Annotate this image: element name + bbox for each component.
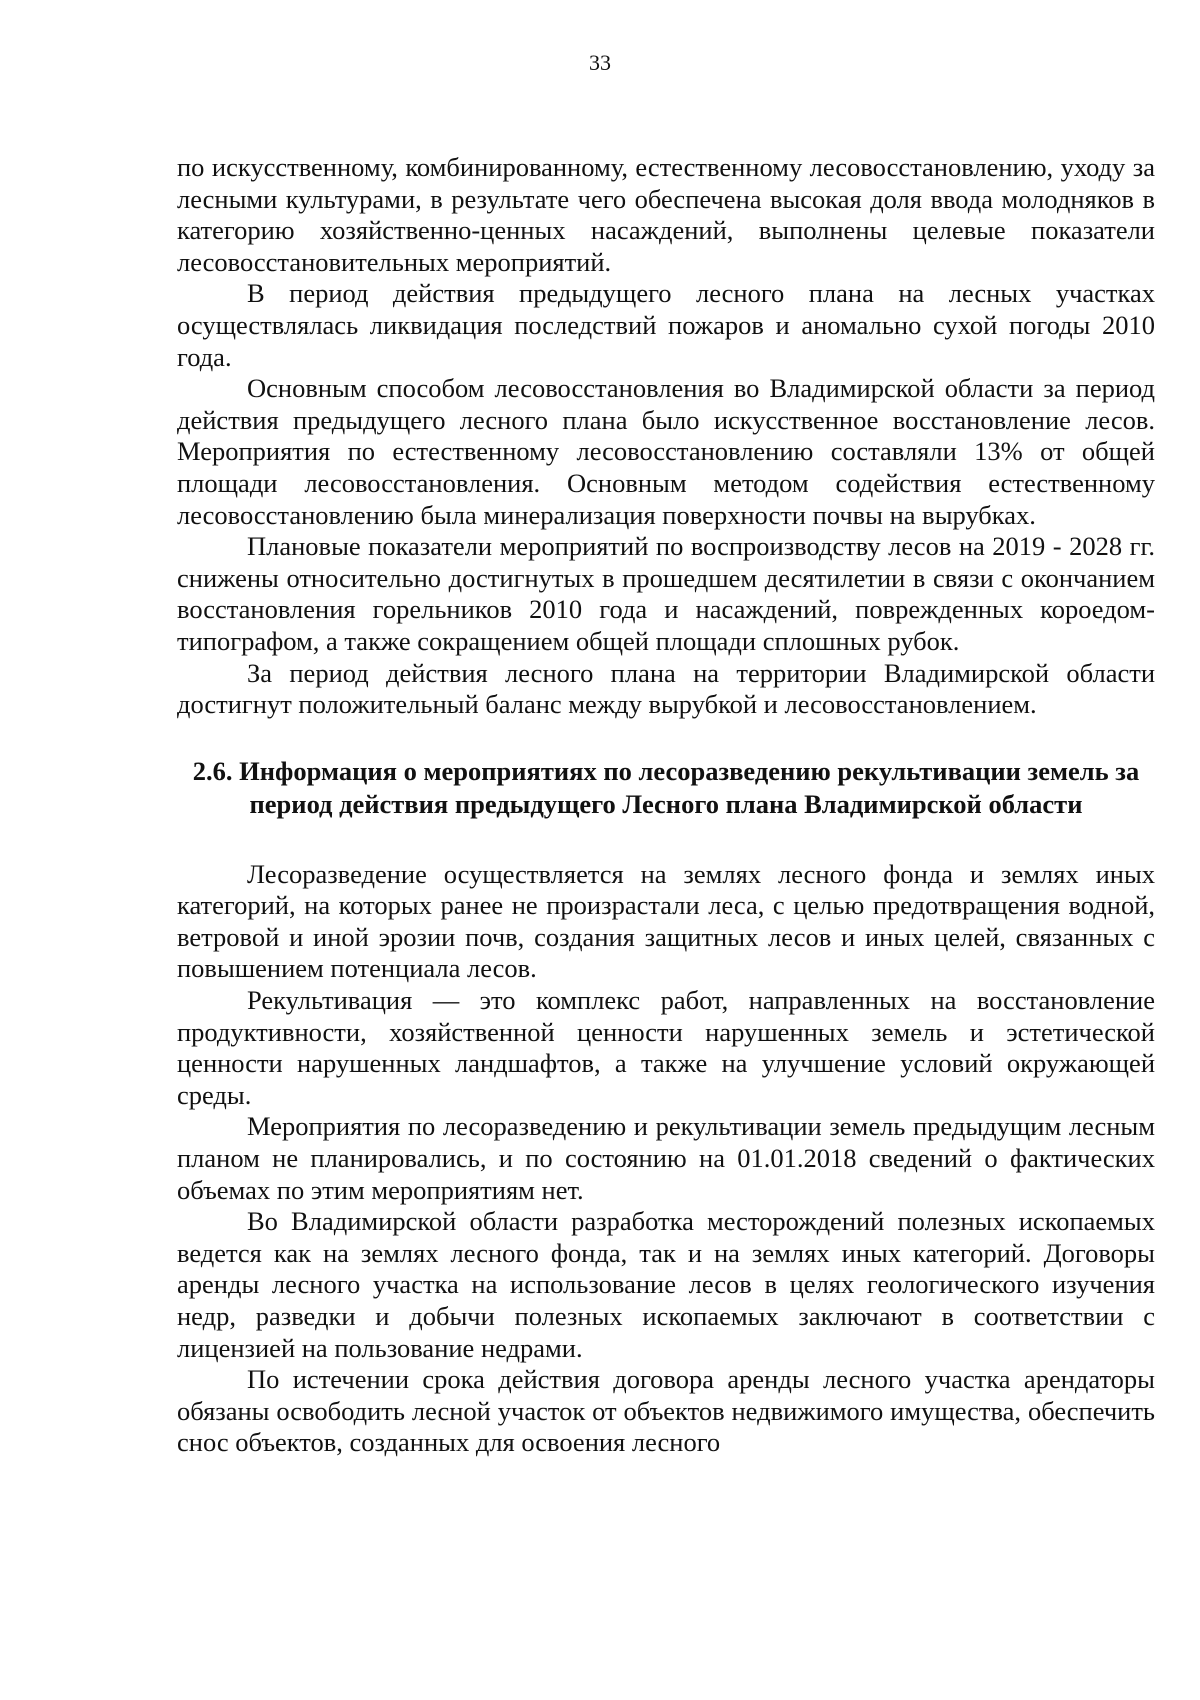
paragraph-planned-indicators: Плановые показатели мероприятий по воспроизводству лесов на 2019 - 2028 гг. снижены относительно достигнутых в прошедшем десятилетии в связи с окончанием восстановления горельников 2010 года и насаждений, поврежденных короедом-типографом, а также сокращением общей площади сплошных рубок. (177, 531, 1155, 656)
page-body (177, 152, 1155, 1459)
paragraph-fire-aftermath: В период действия предыдущего лесного плана на лесных участках осуществлялась ликвидация последствий пожаров и аномально сухой погоды 2010 года. (177, 278, 1155, 372)
paragraph-balance: За период действия лесного плана на территории Владимирской области достигнут положительный баланс между вырубкой и лесовосстановлением. (177, 657, 1155, 720)
paragraph-lease-expiry: По истечении срока действия договора аренды лесного участка арендаторы обязаны освободить лесной участок от объектов недвижимого имущества, обеспечить снос объектов, созданных для освоения лесного (177, 1364, 1155, 1458)
page-number: 33 (589, 50, 611, 75)
section-heading: 2.6. Информация о мероприятиях по лесоразведению рекультивации земель за период действия предыдущего Лесного плана Владимирской области (192, 755, 1140, 819)
paragraph-recultivation: Рекультивация — это комплекс работ, направленных на восстановление продуктивности, хозяйственной ценности нарушенных земель и эстетической ценности нарушенных ландшафтов, а также на улучшение условий окружающей среды. (177, 985, 1155, 1110)
paragraph-continuation: по искусственному, комбинированному, естественному лесовосстановлению, уходу за лесными культурами, в результате чего обеспечена высокая доля ввода молодняков в категорию хозяйственно-ценных насаждений, выполнены целевые показатели лесовосстановительных мероприятий. (177, 152, 1155, 277)
paragraph-afforestation: Лесоразведение осуществляется на землях лесного фонда и землях иных категорий, на которых ранее не произрастали леса, с целью предотвращения водной, ветровой и иной эрозии почв, создания защитных лесов и иных целей, связанных с повышением потенциала лесов. (177, 858, 1155, 984)
paragraph-mineral-deposits: Во Владимирской области разработка месторождений полезных ископаемых ведется как на землях лесного фонда, так и на землях иных категорий. Договоры аренды лесного участка на использование лесов в целях геологического изучения недр, разведки и добычи полезных ископаемых заключают в соответствии с лицензией на пользование недрами. (177, 1206, 1155, 1363)
paragraph-reforestation-method: Основным способом лесовосстановления во Владимирской области за период действия предыдущего лесного плана было искусственное восстановление лесов. Мероприятия по естественному лесовосстановлению составляли 13% от общей площади лесовосстановления. Основным методом содействия естественному лесовосстановлению была минерализация поверхности почвы на вырубках. (177, 373, 1155, 530)
paragraph-not-planned: Мероприятия по лесоразведению и рекультивации земель предыдущим лесным планом не планировались, и по состоянию на 01.01.2018 сведений о фактических объемах по этим мероприятиям нет. (177, 1111, 1155, 1205)
